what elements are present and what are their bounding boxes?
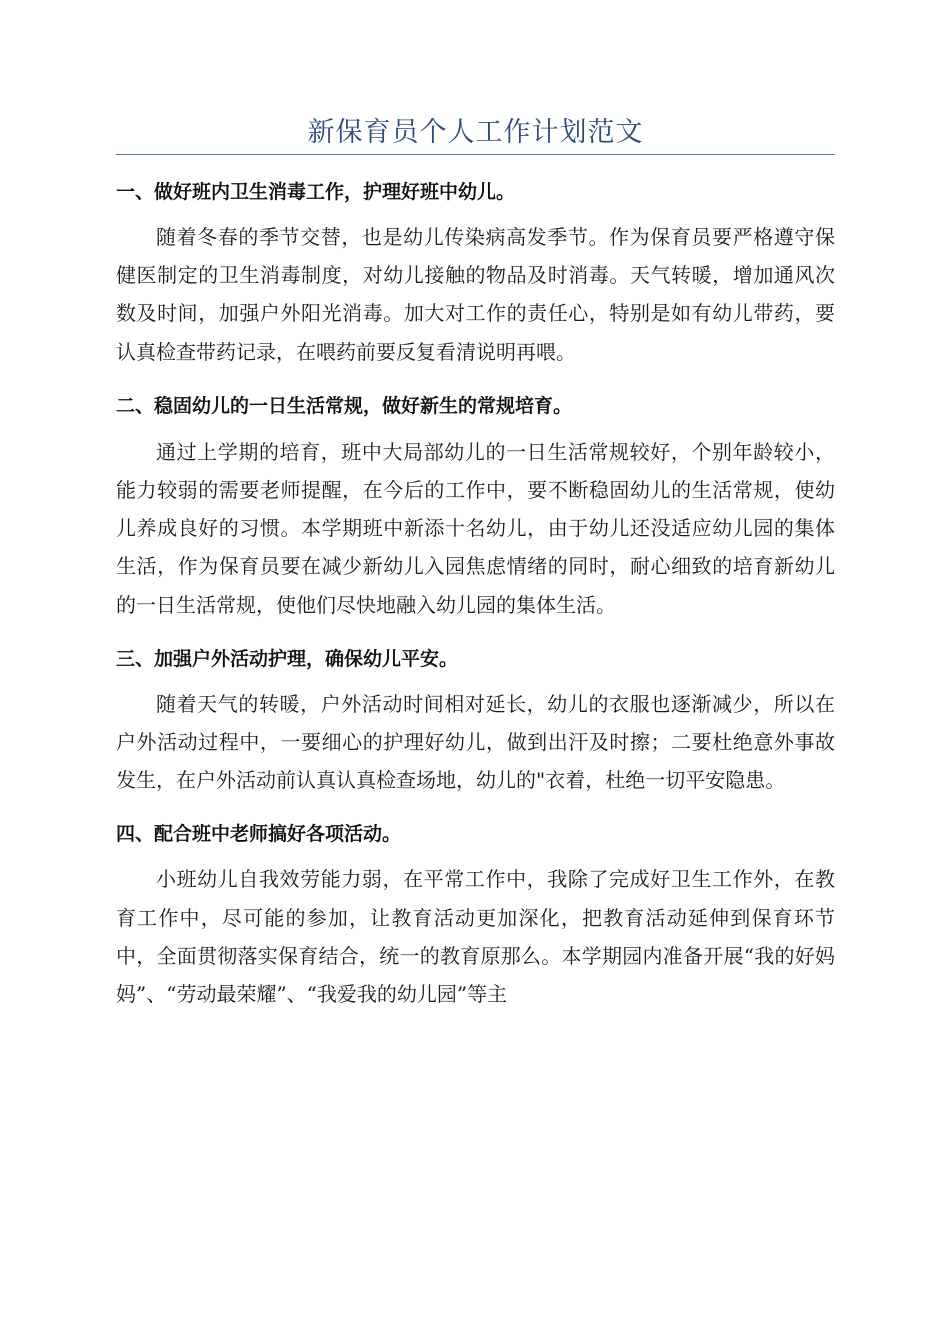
section-heading-4: 四、配合班中老师搞好各项活动。 xyxy=(116,823,402,846)
section-paragraph-2: 通过上学期的培育，班中大局部幼儿的一日生活常规较好，个别年龄较小，能力较弱的需要老师提醒，在今后的工作中，要不断稳固幼儿的生活常规，使幼儿养成良好的习惯。本学期班中新添十名幼儿，由于幼儿还没适应幼儿园的集体生活，作为保育员要在减少新幼儿入园焦虑情绪的同时，耐心细致的培育新幼儿的一日生活常规，使他们尽快地融入幼儿园的集体生活。 xyxy=(116,439,835,617)
section-paragraph-3: 随着天气的转暖，户外活动时间相对延长，幼儿的衣服也逐渐减少，所以在户外活动过程中，一要细心的护理好幼儿，做到出汗及时擦；二要杜绝意外事故发生，在户外活动前认真认真检查场地，幼儿的"衣着，杜绝一切平安隐患。 xyxy=(116,691,835,793)
section-heading-2: 二、稳固幼儿的一日生活常规，做好新生的常规培育。 xyxy=(116,394,573,417)
document-page xyxy=(116,0,835,1013)
section-heading-3: 三、加强户外活动护理，确保幼儿平安。 xyxy=(116,647,459,670)
section-heading-1: 一、做好班内卫生消毒工作，护理好班中幼儿。 xyxy=(116,181,516,203)
document-title: 新保育员个人工作计划范文 xyxy=(307,117,644,148)
title-underline xyxy=(116,154,835,155)
section-paragraph-1: 随着冬春的季节交替，也是幼儿传染病高发季节。作为保育员要严格遵守保健医制定的卫生消毒制度，对幼儿接触的物品及时消毒。天气转暖，增加通风次数及时间，加强户外阳光消毒。加大对工作的责任心，特别是如有幼儿带药，要认真检查带药记录，在喂药前要反复看清说明再喂。 xyxy=(116,225,835,364)
section-paragraph-4: 小班幼儿自我效劳能力弱，在平常工作中，我除了完成好卫生工作外，在教育工作中，尽可能的参加，让教育活动更加深化，把教育活动延伸到保育环节中，全面贯彻落实保育结合，统一的教育原那么。本学期园内准备开展“我的好妈妈”、“劳动最荣耀”、“我爱我的幼儿园”等主 xyxy=(116,867,835,1007)
